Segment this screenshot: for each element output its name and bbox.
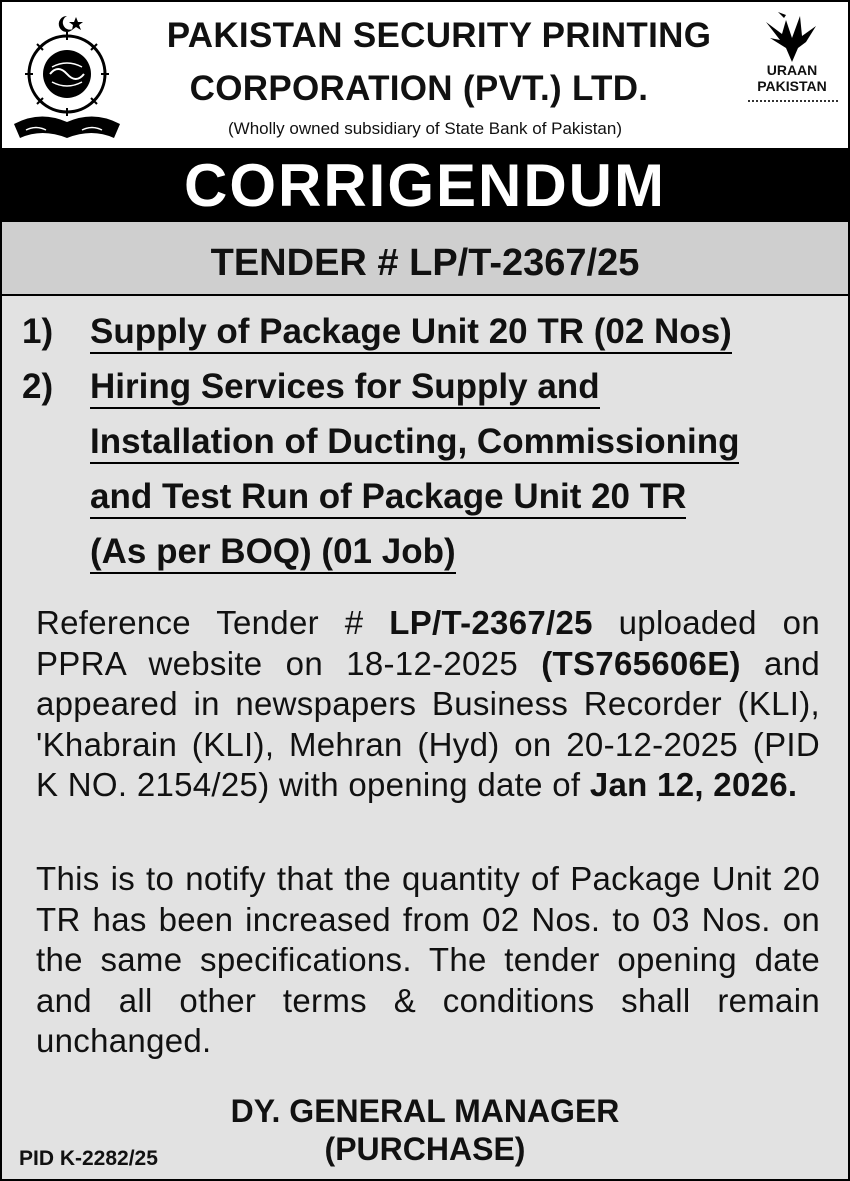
item-line: Supply of Package Unit 20 TR (02 Nos) — [90, 312, 732, 354]
corrigendum-banner: CORRIGENDUM — [2, 150, 848, 222]
uraan-pakistan-logo — [740, 10, 844, 140]
uraan-label: URAAN — [766, 62, 818, 78]
opening-date: Jan 12, 2026. — [589, 766, 798, 803]
item-line: and Test Run of Package Unit 20 TR — [90, 477, 686, 519]
organization-name-line1: PAKISTAN SECURITY PRINTING — [166, 16, 712, 55]
tender-items-list — [22, 304, 832, 579]
tender-number: TENDER # LP/T-2367/25 — [2, 222, 848, 296]
ppra-ts-number: (TS765606E) — [541, 644, 741, 682]
signatory-department: (PURCHASE) — [324, 1131, 526, 1167]
reference-text: Reference Tender # — [36, 604, 390, 641]
notification-paragraph: This is to notify that the quantity of Package Unit 20 TR has been increased from 02 Nos. to 03 Nos. on the same specifications. The tender opening date and all other terms & conditions shall remain unchanged. — [36, 860, 820, 1059]
item-line: Hiring Services for Supply and — [90, 367, 600, 409]
subsidiary-note: (Wholly owned subsidiary of State Bank of Pakistan) — [227, 119, 623, 138]
signatory-title: DY. GENERAL MANAGER — [230, 1093, 620, 1129]
item-description — [90, 359, 739, 579]
reference-text: and appeared in newspapers Business Recorder (KLI), 'Khabrain (KLI), Mehran (Hyd) on 20-12-2025 (PID K NO. 2154/25) with opening date of — [36, 644, 820, 803]
eagle-icon — [740, 10, 844, 66]
item-line: Installation of Ducting, Commissioning — [90, 422, 739, 464]
pid-number: PID K-2282/25 — [19, 1147, 158, 1170]
list-item — [22, 304, 832, 359]
urdu-tagline-graphic — [748, 100, 838, 104]
list-item — [22, 359, 832, 579]
reference-text: uploaded on PPRA website on 18-12-2025 — [36, 604, 820, 682]
item-number: 2) — [22, 367, 54, 406]
organization-name-line2: CORPORATION (PVT.) LTD. — [189, 69, 649, 108]
item-line: (As per BOQ) (01 Job) — [90, 532, 456, 574]
reference-tender-number: LP/T-2367/25 — [389, 604, 593, 641]
item-description — [90, 304, 732, 359]
pakistan-label: PAKISTAN — [757, 78, 827, 94]
header — [2, 2, 848, 150]
item-number: 1) — [22, 312, 54, 351]
reference-paragraph — [36, 603, 820, 806]
